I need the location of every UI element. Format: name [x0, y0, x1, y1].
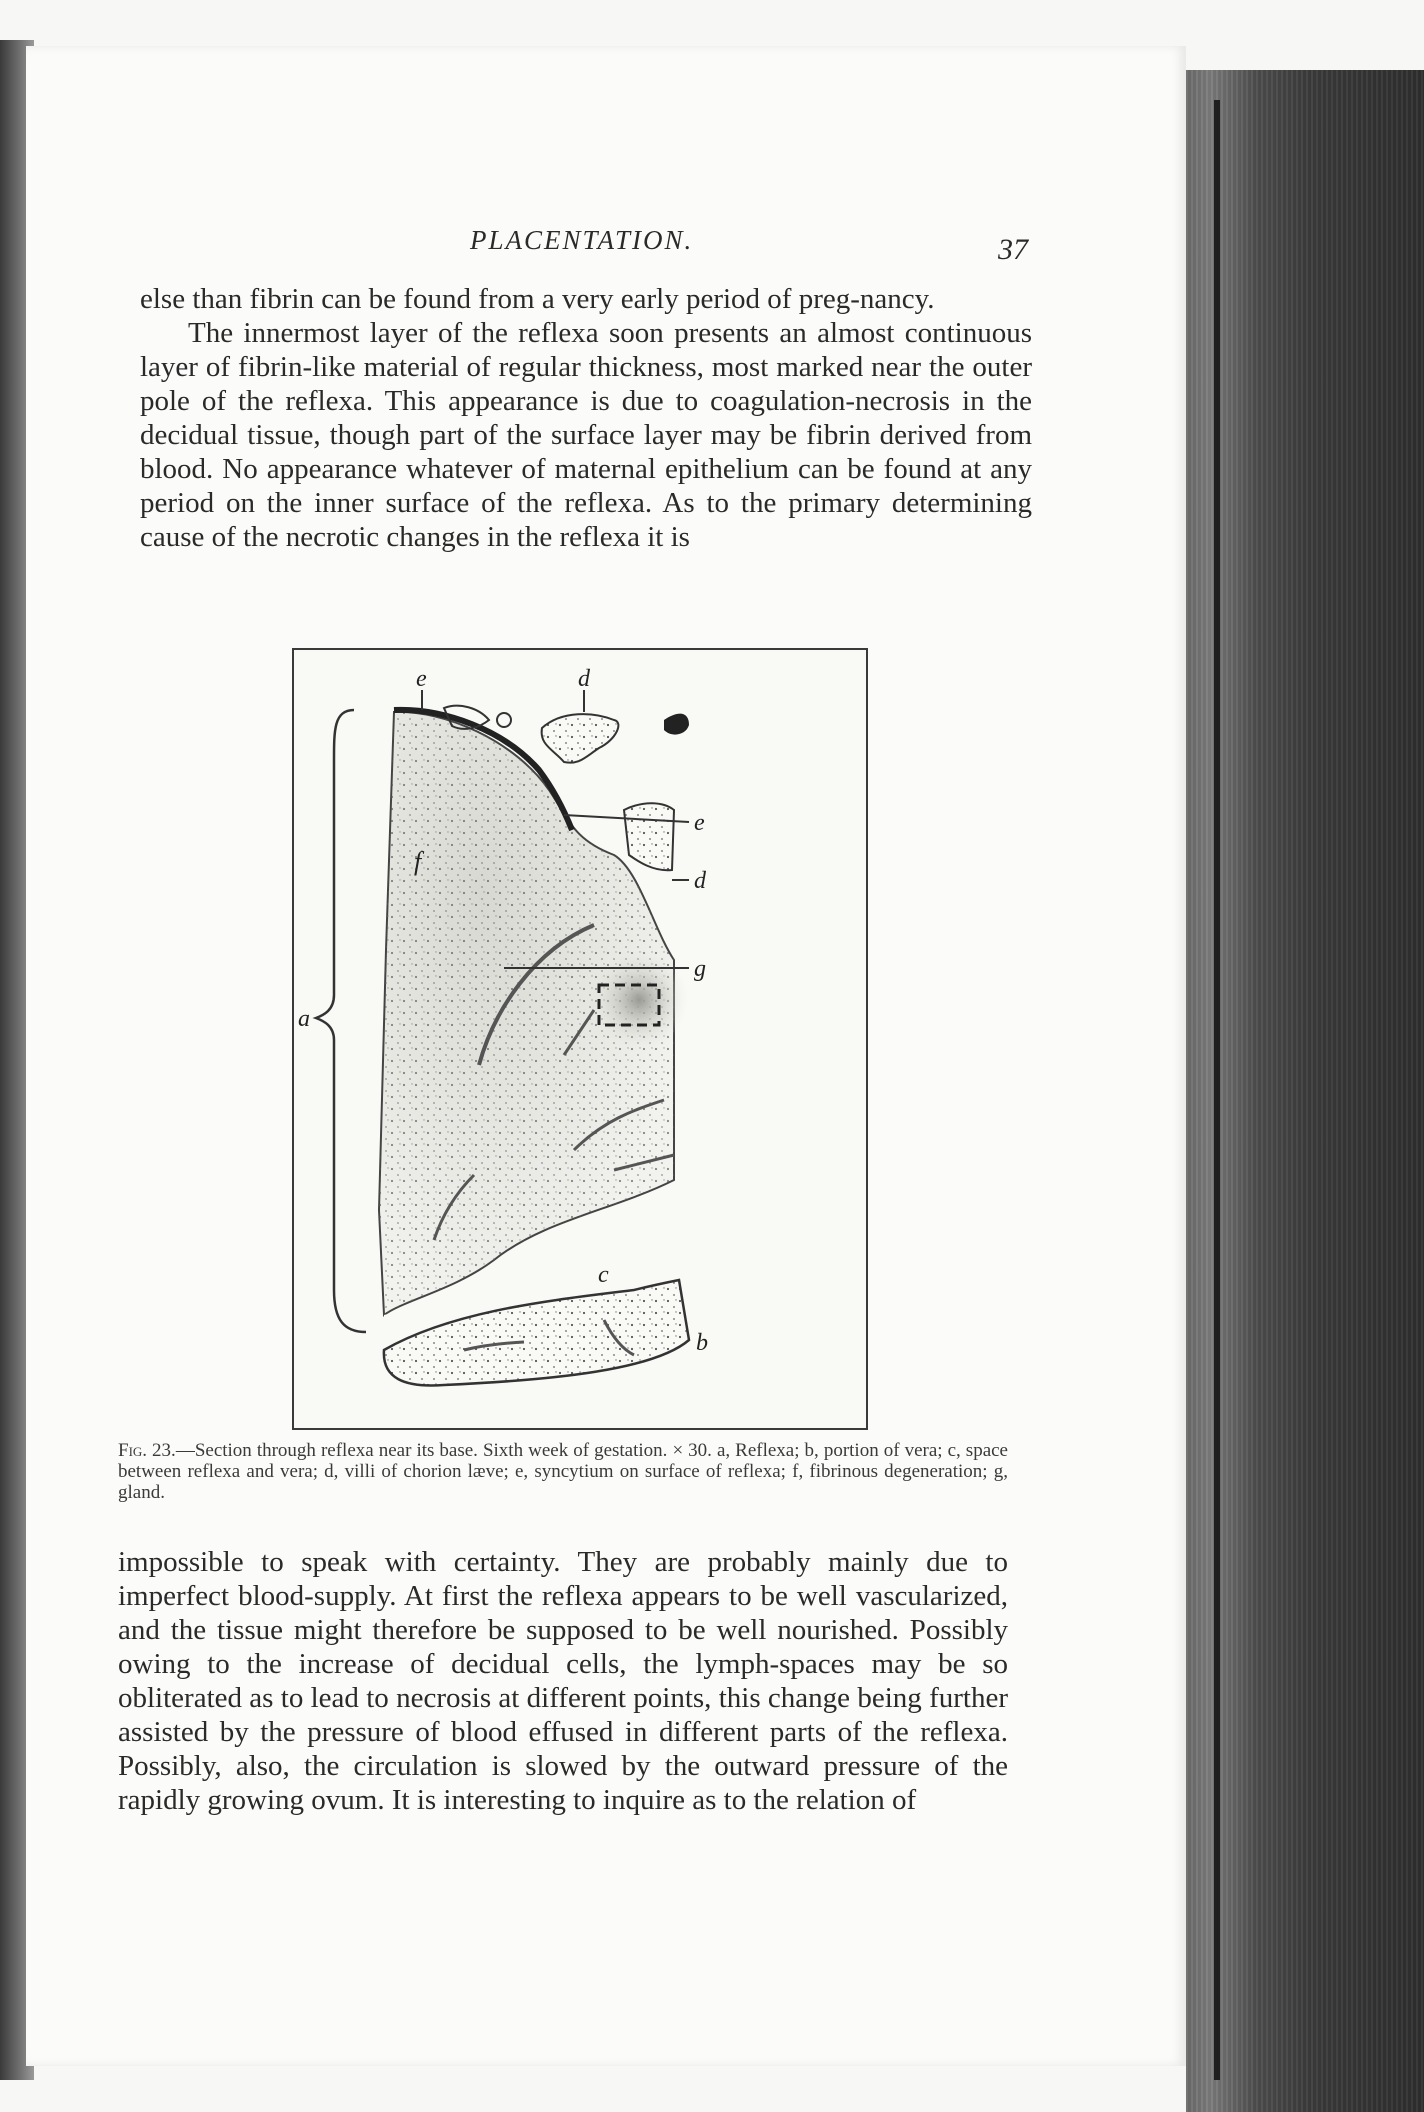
paragraph: impossible to speak with certainty. They are probably mainly due to imperfect blood-supply. At first the reflexa appears to be well vascularized, and the tissue might therefore be supposed to be well nourished. Possibly owing to the increase of decidual cells, the lymph-spaces may be so obliterated as to lead to necrosis at different points, this change being further assisted by the pressure of blood effused in different parts of the reflexa. Possibly, also, the circulation is slowed by the outward pressure of the rapidly growing ovum. It is interesting to inquire as to the relation of [118, 1546, 1008, 1816]
label-b: b [696, 1330, 708, 1356]
label-f: f [414, 847, 422, 876]
paragraph: The innermost layer of the reflexa soon presents an almost continuous layer of fibrin-like material of regular thickness, most marked near the outer pole of the reflexa. This appearance is due to coagulation-necrosis in the decidual tissue, though part of the surface layer may be fibrin derived from blood. No appearance whatever of maternal epithelium can be found at any period on the inner surface of the reflexa. As to the primary determining cause of the necrotic changes in the reflexa it is [140, 317, 1032, 553]
page-number: 37 [998, 233, 1028, 266]
caption-label: Fig. 23. [118, 1440, 176, 1461]
gland-shade [589, 950, 689, 1050]
section-drawing [294, 650, 866, 1428]
figure-caption [118, 1440, 1008, 1503]
label-g: g [694, 956, 706, 982]
brace-a [316, 710, 366, 1332]
page-edge-shadow [1214, 100, 1220, 2080]
body-text-bottom [118, 1545, 1008, 1817]
label-c: c [598, 1262, 609, 1288]
villus-dark [664, 714, 689, 735]
paragraph: else than fibrin can be found from a very early period of preg-nancy. [140, 283, 935, 315]
label-e-right: e [694, 810, 705, 836]
label-e-top: e [416, 666, 427, 692]
figure-illustration [292, 648, 868, 1430]
villus-dot [497, 713, 511, 727]
caption-text: —Section through reflexa near its base. Sixth week of gestation. × 30. a, Reflexa; b, portion of vera; c, space between reflexa and vera; d, villi of chorion læve; e, syncytium on surface of reflexa; f, fibrinous degeneration; g, gland. [118, 1440, 1008, 1503]
label-d-top: d [578, 666, 590, 692]
label-d-right: d [694, 868, 706, 894]
running-head: PLACENTATION. [470, 225, 694, 255]
villus-right [624, 803, 674, 870]
label-a: a [298, 1006, 310, 1032]
book-page-edges-right [1186, 70, 1424, 2112]
body-text-top [140, 282, 1032, 554]
villus-top [542, 714, 619, 763]
